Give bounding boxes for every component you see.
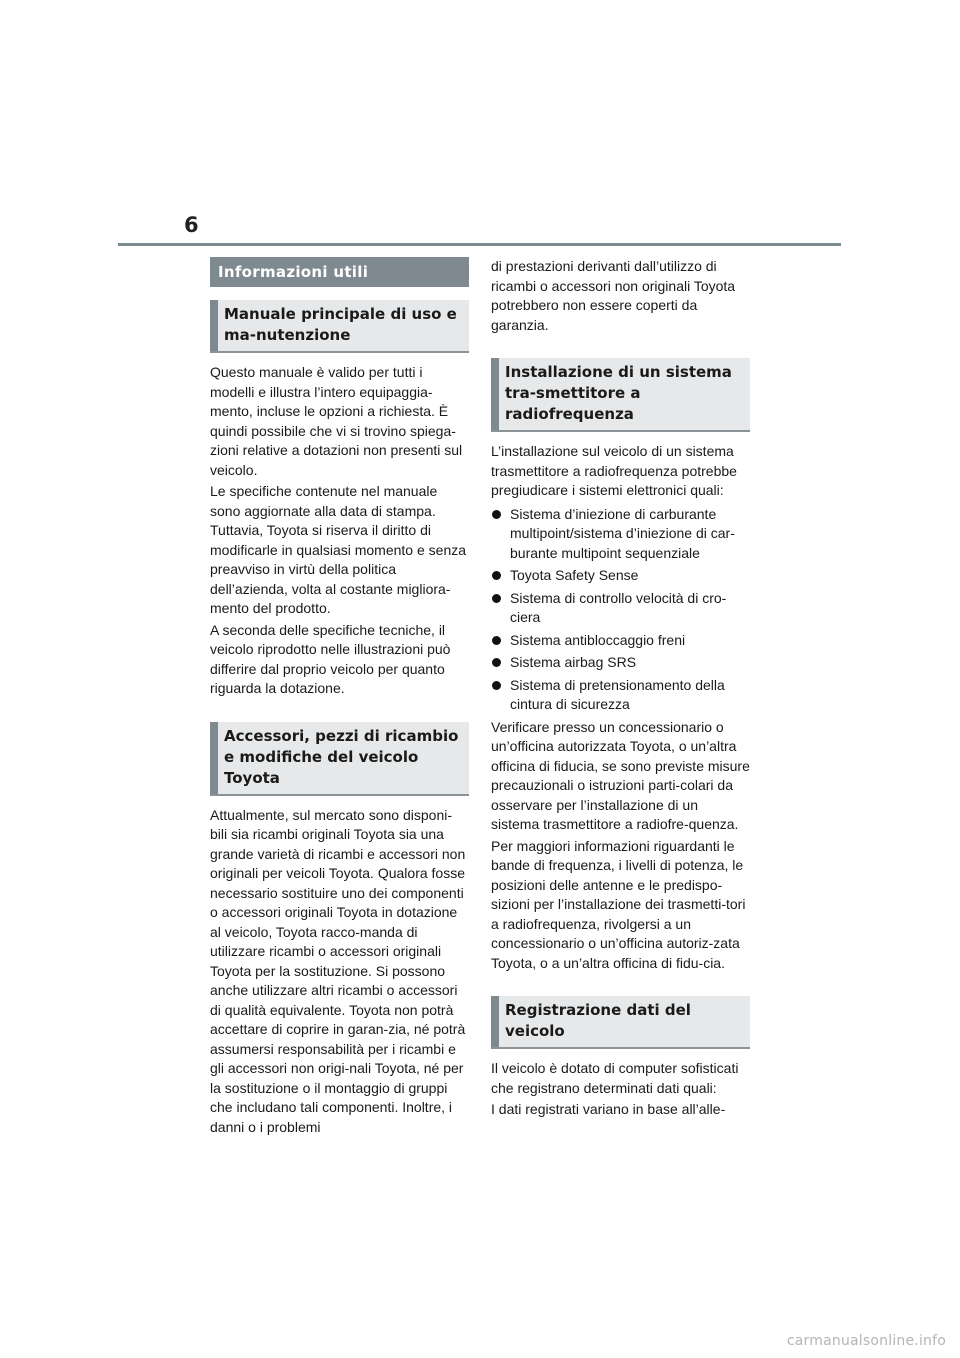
list-item: Sistema di pretensionamento della cintura di sicurezza [491,676,750,715]
paragraph: Attualmente, sul mercato sono disponi-bili sia ricambi originali Toyota sia una grande varietà di ricambi e accessori non originali per veicoli Toyota. Qualora fosse necessario sostituire uno dei componenti o accessori originali Toyota in dotazione al veicolo, Toyota racco-manda di utilizzare ricambi o accessori originali Toyota per la sostituzione. Si possono anche utilizzare altri ricambi o accessori di qualità equivalente. Toyota non potrà accettare di coprire in garan-zia, né potrà assumersi responsabilità per i ricambi e gli accessori non origi-nali Toyota, né per la sostituzione o il montaggio di gruppi che includano tali componenti. Inoltre, i danni o i problemi [210,806,466,1135]
subsection-title: Registrazione dati del veicolo [505,1001,691,1040]
paragraph: Le specifiche contenute nel manuale sono aggiornate alla data di stampa. Tuttavia, Toyota si riserva il diritto di modificarle in qualsiasi momento e senza preavviso in virtù della politica dell’azienda, volta al costante migliora-mento del prodotto. [210,483,467,616]
header-rule [118,243,841,246]
bullet-icon [492,636,501,645]
subsection-title: Installazione di un sistema tra-smettitore a radiofrequenza [505,363,732,423]
subsection-radiofrequenza [491,358,750,432]
section-title: Informazioni utili [210,257,469,287]
subsection-accent-bar [210,722,218,794]
bullet-icon [492,571,501,580]
list-item: Sistema antibloccaggio freni [491,631,750,651]
subsection-title: Manuale principale di uso e ma-nutenzione [224,305,457,344]
paragraph: I dati registrati variano in base all’alle- [491,1101,726,1117]
paragraph-continuation: di prestazioni derivanti dall’utilizzo di ricambi o accessori non originali Toyota potrebbero non essere coperti da garanzia. [491,258,736,333]
subsection-accent-bar [491,358,499,430]
subsection-accessori [210,722,469,796]
paragraph: A seconda delle specifiche tecniche, il veicolo riprodotto nelle illustrazioni può differire dal proprio veicolo per quanto riguarda la dotazione. [210,621,451,696]
paragraph: Questo manuale è valido per tutti i modelli e illustra l’intero equipaggia-mento, incluse le opzioni a richiesta. È quindi possibile che vi si trovino spiega-zioni relative a dotazioni non presenti sul veicolo. [210,364,463,478]
paragraph: Il veicolo è dotato di computer sofisticati che registrano determinati dati quali: [491,1060,739,1096]
bullet-icon [492,594,501,603]
list-item: Sistema airbag SRS [491,653,750,673]
subsection-manuale-principale [210,300,469,353]
right-column [491,257,750,1120]
paragraph: L’installazione sul veicolo di un sistema trasmettitore a radiofrequenza potrebbe pregiudicare i sistemi elettronici quali: [491,443,737,498]
page-number: 6 [184,213,199,237]
subsection-title: Accessori, pezzi di ricambio e modifiche del veicolo Toyota [224,726,459,787]
bullet-icon [492,681,501,690]
subsection-registrazione-dati [491,996,750,1049]
bullet-icon [492,658,501,667]
bullet-list [491,505,750,715]
watermark: carmanualsonline.info [786,1333,946,1349]
subsection-accent-bar [210,300,218,351]
list-item: Toyota Safety Sense [491,566,750,586]
left-column [210,257,469,1137]
paragraph: Per maggiori informazioni riguardanti le bande di frequenza, i livelli di potenza, le posizioni delle antenne e le predispo-sizioni per l’installazione dei trasmetti-tori a radiofrequenza, rivolgersi a un concessionario o un’officina autoriz-zata Toyota, o a un’altra officina di fidu-cia. [491,837,746,971]
list-item: Sistema di controllo velocità di cro-ciera [491,589,750,628]
paragraph: Verificare presso un concessionario o un’officina autorizzata Toyota, o un’altra officina di fiducia, se sono previste misure precauzionali o istruzioni parti-colari da osservare per l’installazione di un sistema trasmettitore a radiofre-quenza. [491,718,750,832]
bullet-icon [492,510,501,519]
subsection-accent-bar [491,996,499,1047]
list-item: Sistema d’iniezione di carburante multipoint/sistema d’iniezione di car-burante multipoint sequenziale [491,505,750,564]
